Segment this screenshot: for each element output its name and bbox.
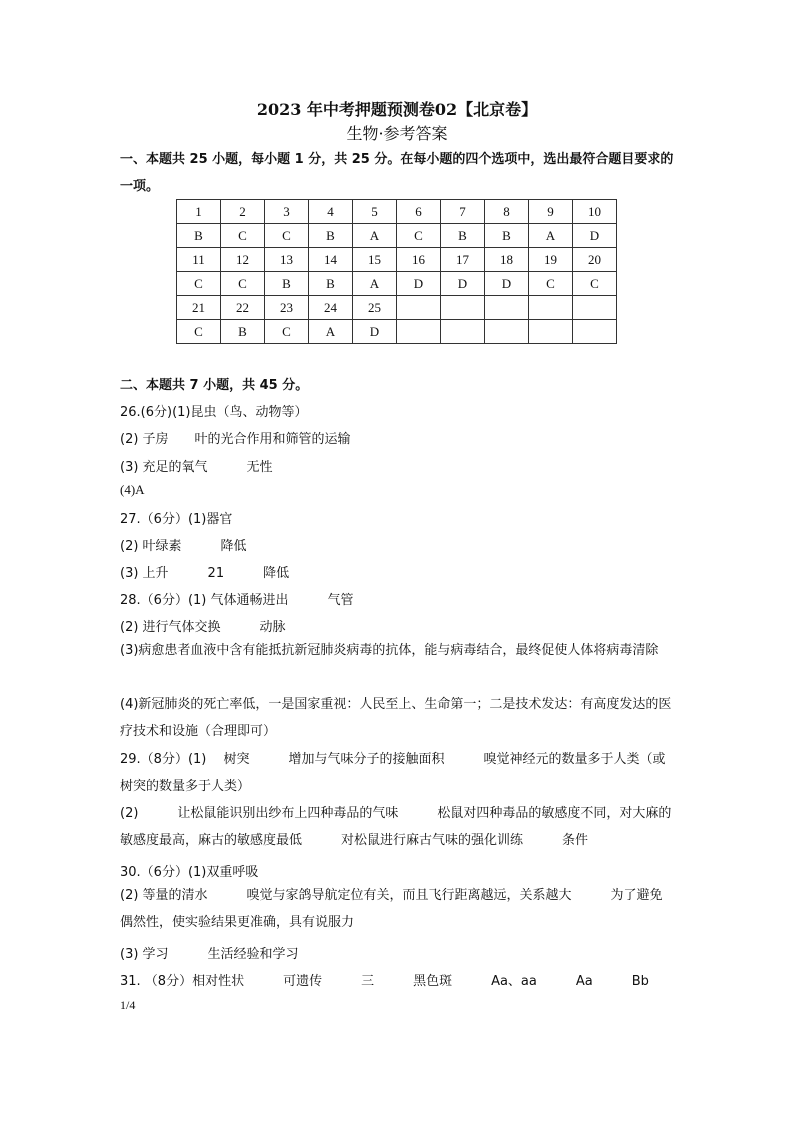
answer-line: 31. （8分）相对性状 可遗传 三 黑色斑 Aa、aa Aa Bb <box>120 974 649 989</box>
answer-cell: D <box>573 224 617 248</box>
question-number-row <box>177 296 617 320</box>
answer-cell: C <box>221 272 265 296</box>
answer-cell <box>441 320 485 344</box>
document-title: 2023 年中考押题预测卷02【北京卷】 <box>256 100 538 119</box>
question-number-cell: 14 <box>309 248 353 272</box>
answer-line: (2) 等量的清水 嗅觉与家鸽导航定位有关，而且飞行距离越远，关系越大 为了避免偶然性，使实验结果更准确，具有说服力 <box>120 888 663 930</box>
answer-line: (3) 学习 生活经验和学习 <box>120 947 299 962</box>
question-number-cell: 16 <box>397 248 441 272</box>
answer-line: (4)A <box>120 482 145 497</box>
question-number-row <box>177 248 617 272</box>
answer-cell: C <box>265 224 309 248</box>
answer-line: 27.（6分）(1)器官 <box>120 512 233 527</box>
question-number-cell: 6 <box>397 200 441 224</box>
question-number-cell: 20 <box>573 248 617 272</box>
question-number-cell: 11 <box>177 248 221 272</box>
question-number-cell: 1 <box>177 200 221 224</box>
answer-cell: B <box>441 224 485 248</box>
answer-cell <box>529 320 573 344</box>
answer-cell <box>485 320 529 344</box>
answer-cell: C <box>397 224 441 248</box>
question-number-cell: 12 <box>221 248 265 272</box>
answer-cell: A <box>529 224 573 248</box>
question-number-cell: 5 <box>353 200 397 224</box>
answer-line: (4)新冠肺炎的死亡率低，一是国家重视：人民至上、生命第一；二是技术发达：有高度发达的医疗技术和设施（合理即可） <box>120 697 672 739</box>
answer-line: (2) 让松鼠能识别出纱布上四种毒品的气味 松鼠对四种毒品的敏感度不同，对大麻的敏感度最高，麻古的敏感度最低 对松鼠进行麻古气味的强化训练 条件 <box>120 806 672 848</box>
question-number-cell: 25 <box>353 296 397 320</box>
answer-cell: C <box>265 320 309 344</box>
page-number: 1/4 <box>120 998 136 1012</box>
answer-line: (3) 上升 21 降低 <box>120 566 290 581</box>
question-number-cell: 2 <box>221 200 265 224</box>
question-number-cell: 8 <box>485 200 529 224</box>
answer-cell: B <box>485 224 529 248</box>
question-number-cell: 4 <box>309 200 353 224</box>
question-number-cell: 19 <box>529 248 573 272</box>
answer-cell: D <box>353 320 397 344</box>
question-number-cell: 9 <box>529 200 573 224</box>
answer-cell: D <box>441 272 485 296</box>
answer-line: (3)病愈患者血液中含有能抵抗新冠肺炎病毒的抗体，能与病毒结合，最终促使人体将病毒清除 <box>120 643 659 658</box>
answer-cell: C <box>573 272 617 296</box>
question-number-cell <box>485 296 529 320</box>
answer-cell: A <box>353 224 397 248</box>
question-number-cell: 23 <box>265 296 309 320</box>
answer-cell: C <box>529 272 573 296</box>
answer-table <box>176 199 617 344</box>
answer-cell <box>573 320 617 344</box>
answer-line: (3) 充足的氧气 无性 <box>120 460 273 475</box>
question-number-cell: 3 <box>265 200 309 224</box>
answer-cell: B <box>309 272 353 296</box>
answer-cell: B <box>177 224 221 248</box>
answer-cell: D <box>485 272 529 296</box>
answer-line: 30.（6分）(1)双重呼吸 <box>120 865 259 880</box>
question-number-cell: 13 <box>265 248 309 272</box>
question-number-cell: 15 <box>353 248 397 272</box>
answer-cell: C <box>177 272 221 296</box>
answer-line: (2) 叶绿素 降低 <box>120 539 247 554</box>
answer-line: 26.(6分)(1)昆虫（鸟、动物等） <box>120 405 308 420</box>
answer-row <box>177 224 617 248</box>
answer-cell: A <box>353 272 397 296</box>
answer-line: 29.（8分）(1) 树突 增加与气味分子的接触面积 嗅觉神经元的数量多于人类（或树突的数量多于人类） <box>120 752 666 794</box>
question-number-cell: 10 <box>573 200 617 224</box>
answer-cell: B <box>221 320 265 344</box>
answer-cell: D <box>397 272 441 296</box>
answer-cell: B <box>309 224 353 248</box>
answer-cell: A <box>309 320 353 344</box>
section2-heading: 二、本题共 7 小题，共 45 分。 <box>120 378 309 393</box>
answer-line: (2) 进行气体交换 动脉 <box>120 620 286 635</box>
question-number-cell <box>573 296 617 320</box>
answer-cell: C <box>221 224 265 248</box>
question-number-cell: 18 <box>485 248 529 272</box>
answer-line: (2) 子房 叶的光合作用和筛管的运输 <box>120 432 351 447</box>
answer-cell: C <box>177 320 221 344</box>
question-number-cell <box>529 296 573 320</box>
answer-row <box>177 320 617 344</box>
answer-cell: B <box>265 272 309 296</box>
question-number-cell <box>397 296 441 320</box>
question-number-cell: 22 <box>221 296 265 320</box>
question-number-cell: 7 <box>441 200 485 224</box>
answer-row <box>177 272 617 296</box>
answer-line: 28.（6分）(1) 气体通畅进出 气管 <box>120 593 354 608</box>
section1-heading: 一、本题共 25 小题，每小题 1 分，共 25 分。在每小题的四个选项中，选出最符合题目要求的一项。 <box>120 152 674 194</box>
question-number-cell: 17 <box>441 248 485 272</box>
question-number-cell: 21 <box>177 296 221 320</box>
answer-cell <box>397 320 441 344</box>
question-number-cell <box>441 296 485 320</box>
document-subtitle: 生物·参考答案 <box>346 124 448 143</box>
question-number-row <box>177 200 617 224</box>
question-number-cell: 24 <box>309 296 353 320</box>
